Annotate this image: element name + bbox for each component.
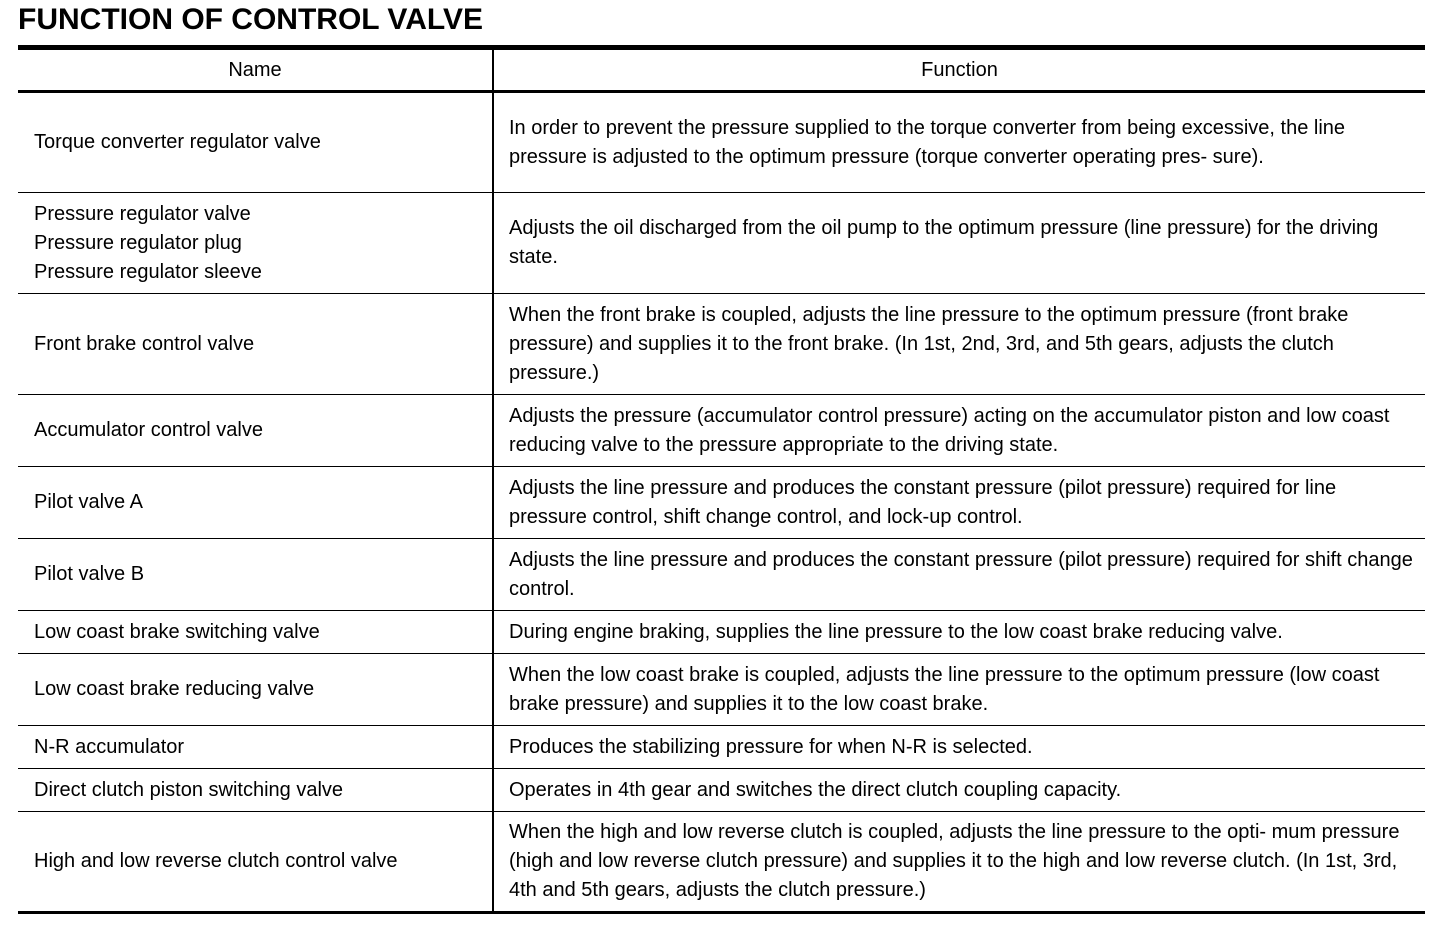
table-header-row: [18, 48, 1425, 92]
valve-function: Adjusts the pressure (accumulator control pressure) acting on the accumulator piston and low coast reducing valve to the pressure appropriate to the driving state.: [493, 395, 1425, 467]
valve-name: Pilot valve B: [34, 563, 145, 585]
valve-function: When the high and low reverse clutch is coupled, adjusts the line pressure to the opti- mum pressure (high and low reverse clutch pressure) and supplies it to the high and low reverse clutch. (In 1st, 3rd, 4th and 5th gears, adjusts the clutch pressure.): [493, 812, 1425, 913]
column-header-name: Name: [18, 48, 493, 92]
valve-name: Pressure regulator plug: [34, 231, 242, 254]
column-header-function: Function: [493, 48, 1425, 92]
table-row: [18, 467, 1425, 539]
table-row: [18, 539, 1425, 611]
valve-name: Low coast brake switching valve: [34, 620, 320, 643]
valve-name: Direct clutch piston switching valve: [34, 778, 344, 801]
valve-function: Adjusts the oil discharged from the oil pump to the optimum pressure (line pressure) for the driving state.: [493, 193, 1425, 294]
table-row: [18, 654, 1425, 726]
valve-name: Low coast brake reducing valve: [34, 678, 315, 700]
valve-function: Produces the stabilizing pressure for when N-R is selected.: [493, 726, 1425, 769]
valve-function: Adjusts the line pressure and produces the constant pressure (pilot pressure) required for line pressure control, shift change control, and lock-up control.: [493, 467, 1425, 539]
table-row: [18, 812, 1425, 913]
valve-name-cell: [18, 294, 493, 395]
page-title: FUNCTION OF CONTROL VALVE: [18, 3, 483, 36]
valve-name: High and low reverse clutch control valve: [34, 850, 398, 872]
valve-name-cell: [18, 726, 493, 769]
table-row: [18, 193, 1425, 294]
valve-name-cell: [18, 611, 493, 654]
table-row: [18, 92, 1425, 193]
valve-name-cell: [18, 193, 493, 294]
valve-name: Pilot valve A: [34, 491, 143, 513]
valve-name-cell: [18, 467, 493, 539]
valve-name-cell: [18, 654, 493, 726]
valve-name: Front brake control valve: [34, 332, 255, 355]
valve-name-cell: [18, 812, 493, 913]
table-row: [18, 611, 1425, 654]
valve-function: Operates in 4th gear and switches the direct clutch coupling capacity.: [493, 769, 1425, 812]
valve-function: In order to prevent the pressure supplied to the torque converter from being excessive, the line pressure is adjusted to the optimum pressure (torque converter operating pres- sure).: [509, 116, 1346, 168]
valve-name-cell: [18, 92, 493, 193]
control-valve-table: [18, 45, 1425, 914]
valve-function: Adjusts the line pressure and produces the constant pressure (pilot pressure) required for shift change control.: [493, 539, 1425, 611]
table-row: [18, 726, 1425, 769]
valve-name-cell: [18, 539, 493, 611]
valve-function: When the front brake is coupled, adjusts the line pressure to the optimum pressure (front brake pressure) and supplies it to the front brake. (In 1st, 2nd, 3rd, and 5th gears, adjusts the clutch pressure.): [493, 294, 1425, 395]
valve-name: Pressure regulator sleeve: [34, 260, 262, 283]
valve-name-cell: [18, 769, 493, 812]
table-row: [18, 294, 1425, 395]
valve-name: Accumulator control valve: [34, 419, 263, 441]
table-row: [18, 395, 1425, 467]
table-row: [18, 769, 1425, 812]
valve-name-cell: [18, 395, 493, 467]
valve-name: Pressure regulator valve: [34, 202, 251, 225]
valve-name: N-R accumulator: [34, 735, 185, 758]
valve-name: Torque converter regulator valve: [34, 131, 321, 153]
valve-function: During engine braking, supplies the line pressure to the low coast brake reducing valve.: [493, 611, 1425, 654]
valve-function: When the low coast brake is coupled, adjusts the line pressure to the optimum pressure (low coast brake pressure) and supplies it to the low coast brake.: [493, 654, 1425, 726]
